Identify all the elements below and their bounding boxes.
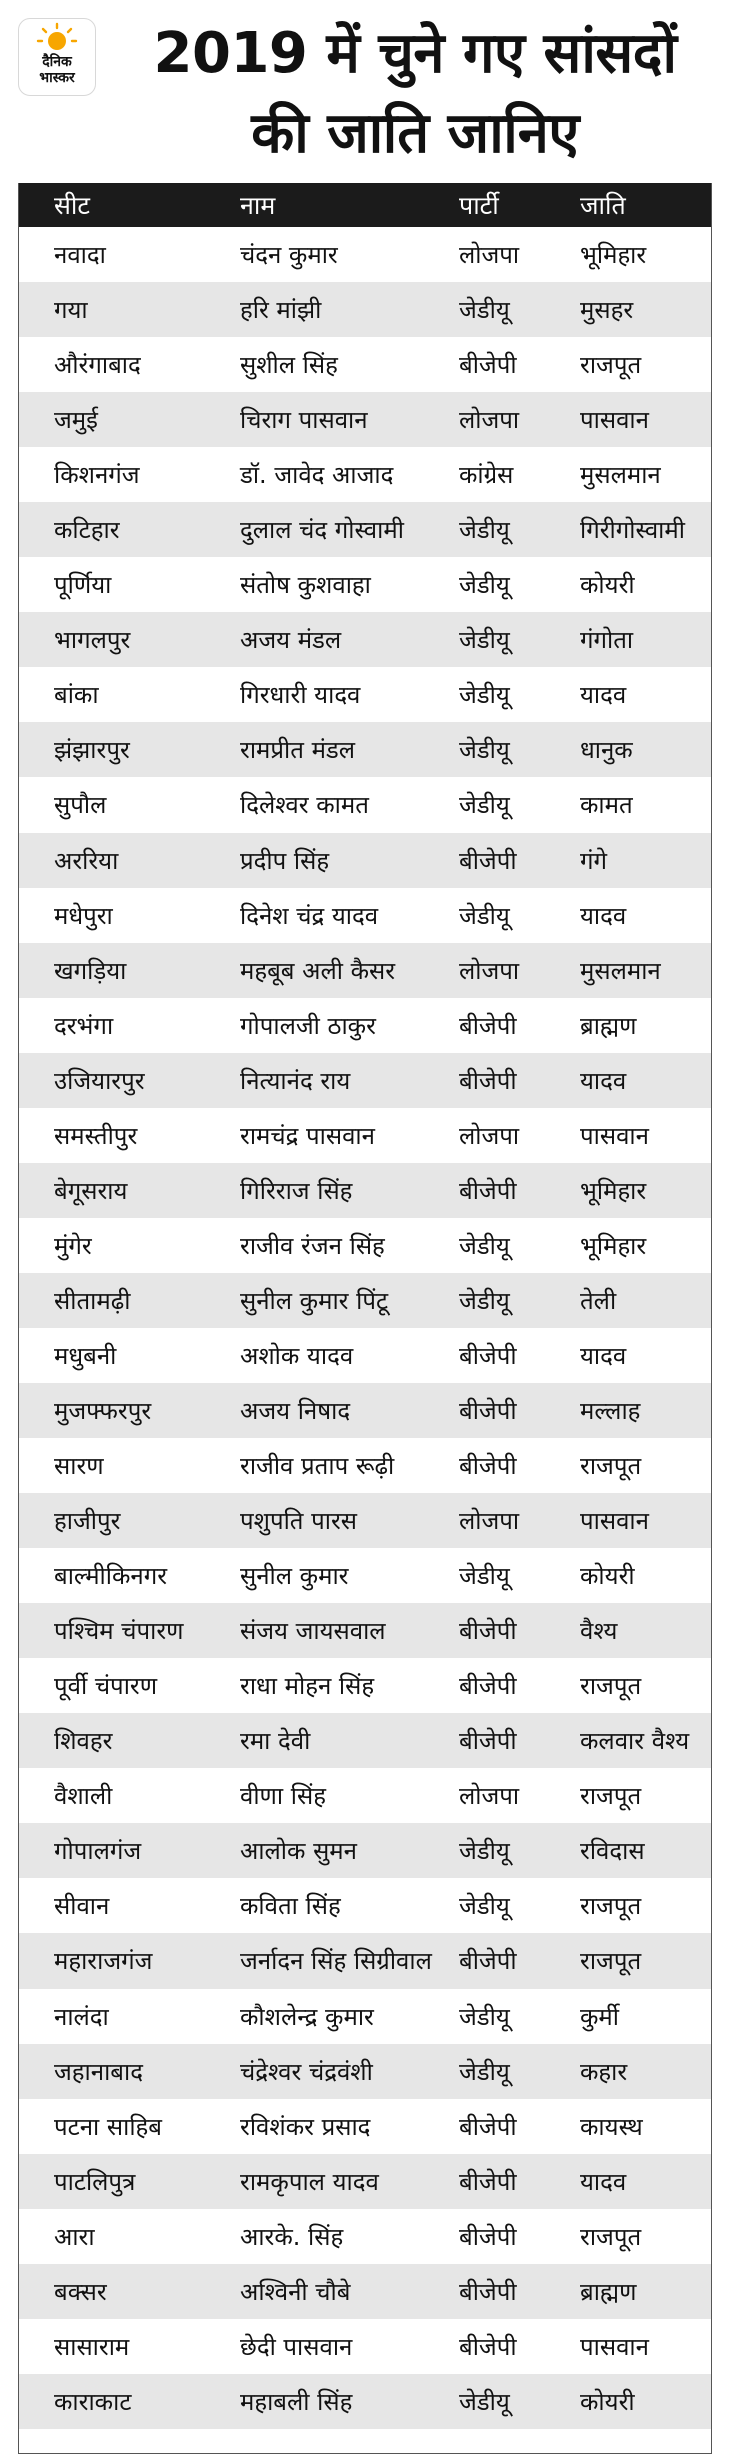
header-seat: सीट bbox=[54, 191, 90, 220]
cell-party: जेडीयू bbox=[459, 296, 510, 325]
cell-party: लोजपा bbox=[459, 406, 520, 435]
cell-name: छेदी पासवान bbox=[240, 2332, 353, 2361]
cell-seat: कटिहार bbox=[54, 516, 120, 545]
cell-caste: ब्राह्मण bbox=[580, 1011, 637, 1040]
cell-seat: सासाराम bbox=[54, 2332, 130, 2361]
cell-caste: यादव bbox=[580, 901, 627, 930]
cell-name: महबूब अली कैसर bbox=[240, 956, 396, 985]
cell-caste: यादव bbox=[580, 2167, 627, 2196]
cell-name: रमा देवी bbox=[240, 1727, 311, 1756]
page-title bbox=[110, 14, 720, 174]
cell-seat: नवादा bbox=[54, 241, 106, 270]
cell-caste: कोयरी bbox=[580, 571, 635, 600]
cell-caste: राजपूत bbox=[580, 2222, 642, 2251]
cell-party: जेडीयू bbox=[459, 2387, 510, 2416]
table-row bbox=[18, 1163, 712, 1218]
table-row bbox=[18, 392, 712, 447]
cell-seat: बक्सर bbox=[54, 2277, 107, 2306]
cell-name: रामचंद्र पासवान bbox=[240, 1121, 375, 1150]
cell-caste: भूमिहार bbox=[580, 1231, 647, 1260]
cell-caste: कायस्थ bbox=[580, 2112, 643, 2141]
cell-name: आरके. सिंह bbox=[240, 2222, 344, 2251]
table-row bbox=[18, 1218, 712, 1273]
cell-seat: सीतामढ़ी bbox=[54, 1286, 131, 1315]
cell-caste: कलवार वैश्य bbox=[580, 1727, 690, 1756]
cell-seat: दरभंगा bbox=[54, 1011, 114, 1040]
cell-name: वीणा सिंह bbox=[240, 1782, 326, 1811]
cell-caste: पासवान bbox=[580, 2332, 649, 2361]
table-row bbox=[18, 833, 712, 888]
cell-name: चंद्रेश्वर चंद्रवंशी bbox=[240, 2057, 373, 2086]
cell-party: लोजपा bbox=[459, 241, 520, 270]
cell-name: सुनील कुमार bbox=[240, 1562, 349, 1591]
table-row bbox=[18, 337, 712, 392]
cell-seat: जमुई bbox=[54, 406, 98, 435]
cell-party: बीजेपी bbox=[459, 1452, 517, 1481]
cell-seat: सारण bbox=[54, 1452, 104, 1481]
cell-name: कौशलेन्द्र कुमार bbox=[240, 2002, 374, 2031]
table-row bbox=[18, 2209, 712, 2264]
cell-seat: मधेपुरा bbox=[54, 901, 113, 930]
cell-party: बीजेपी bbox=[459, 2112, 517, 2141]
cell-caste: राजपूत bbox=[580, 1672, 642, 1701]
cell-caste: पासवान bbox=[580, 1507, 649, 1536]
cell-party: बीजेपी bbox=[459, 1176, 517, 1205]
cell-party: जेडीयू bbox=[459, 1562, 510, 1591]
cell-caste: यादव bbox=[580, 1341, 627, 1370]
table-row bbox=[18, 1823, 712, 1878]
cell-name: रामकृपाल यादव bbox=[240, 2167, 379, 2196]
cell-name: रामप्रीत मंडल bbox=[240, 736, 356, 765]
cell-seat: उजियारपुर bbox=[54, 1066, 145, 1095]
logo-text-line1: दैनिक bbox=[42, 54, 72, 70]
table-row bbox=[18, 2099, 712, 2154]
table-row bbox=[18, 2154, 712, 2209]
cell-name: नित्यानंद राय bbox=[240, 1066, 351, 1095]
table-row bbox=[18, 1383, 712, 1438]
cell-name: अश्विनी चौबे bbox=[240, 2277, 351, 2306]
cell-name: राजीव रंजन सिंह bbox=[240, 1231, 385, 1260]
table-row bbox=[18, 2319, 712, 2374]
cell-name: अजय निषाद bbox=[240, 1397, 351, 1425]
cell-party: जेडीयू bbox=[459, 681, 510, 710]
cell-party: जेडीयू bbox=[459, 516, 510, 545]
cell-party: जेडीयू bbox=[459, 626, 510, 655]
cell-party: जेडीयू bbox=[459, 901, 510, 930]
cell-caste: कुर्मी bbox=[580, 2002, 619, 2031]
cell-party: लोजपा bbox=[459, 1121, 520, 1150]
cell-seat: काराकाट bbox=[54, 2387, 132, 2416]
cell-party: जेडीयू bbox=[459, 1892, 510, 1921]
cell-party: लोजपा bbox=[459, 956, 520, 985]
cell-name: दिनेश चंद्र यादव bbox=[240, 901, 379, 930]
table-row bbox=[18, 1493, 712, 1548]
table-row bbox=[18, 888, 712, 943]
table-row bbox=[18, 722, 712, 777]
cell-caste: राजपूत bbox=[580, 351, 642, 380]
cell-party: लोजपा bbox=[459, 1782, 520, 1811]
cell-name: सुशील सिंह bbox=[240, 351, 338, 380]
cell-party: बीजेपी bbox=[459, 2222, 517, 2251]
cell-name: राधा मोहन सिंह bbox=[240, 1672, 375, 1701]
cell-name: गिरधारी यादव bbox=[240, 681, 361, 710]
cell-name: संतोष कुशवाहा bbox=[240, 571, 371, 600]
table-row bbox=[18, 502, 712, 557]
cell-name: अशोक यादव bbox=[240, 1341, 354, 1370]
cell-caste: वैश्य bbox=[580, 1617, 618, 1646]
cell-caste: कामत bbox=[580, 791, 633, 820]
header-caste: जाति bbox=[580, 191, 626, 220]
cell-name: कविता सिंह bbox=[240, 1892, 341, 1921]
cell-seat: पटना साहिब bbox=[54, 2112, 162, 2141]
cell-caste: यादव bbox=[580, 681, 627, 710]
table-row bbox=[18, 1273, 712, 1328]
cell-seat: जहानाबाद bbox=[54, 2057, 143, 2086]
cell-party: बीजेपी bbox=[459, 1341, 517, 1370]
table-row bbox=[18, 1989, 712, 2044]
cell-name: चंदन कुमार bbox=[240, 241, 338, 270]
table-row bbox=[18, 1658, 712, 1713]
table-row bbox=[18, 1438, 712, 1493]
cell-seat: गया bbox=[54, 296, 88, 325]
cell-party: जेडीयू bbox=[459, 1231, 510, 1260]
cell-name: अजय मंडल bbox=[240, 626, 342, 655]
table-row bbox=[18, 1878, 712, 1933]
cell-name: पशुपति पारस bbox=[240, 1507, 357, 1536]
cell-party: लोजपा bbox=[459, 1507, 520, 1536]
cell-seat: बेगूसराय bbox=[54, 1176, 128, 1205]
cell-caste: मुसलमान bbox=[580, 956, 661, 985]
table-row bbox=[18, 943, 712, 998]
cell-caste: गंगे bbox=[580, 846, 608, 875]
cell-seat: समस्तीपुर bbox=[54, 1121, 138, 1150]
logo-text-line2: भास्कर bbox=[39, 70, 75, 86]
cell-party: बीजेपी bbox=[459, 1727, 517, 1756]
cell-name: संजय जायसवाल bbox=[240, 1617, 386, 1646]
cell-seat: झंझारपुर bbox=[54, 736, 130, 765]
cell-seat: भागलपुर bbox=[54, 626, 131, 655]
table-row bbox=[18, 998, 712, 1053]
cell-seat: औरंगाबाद bbox=[54, 351, 141, 380]
table-row bbox=[18, 1108, 712, 1163]
table-row bbox=[18, 447, 712, 502]
cell-party: जेडीयू bbox=[459, 1286, 510, 1315]
cell-name: महाबली सिंह bbox=[240, 2387, 353, 2416]
cell-name: रविशंकर प्रसाद bbox=[240, 2112, 371, 2141]
cell-seat: मुंगेर bbox=[54, 1231, 92, 1260]
cell-caste: रविदास bbox=[580, 1837, 645, 1866]
cell-name: प्रदीप सिंह bbox=[240, 846, 330, 875]
cell-caste: गिरीगोस्वामी bbox=[580, 516, 685, 545]
cell-party: बीजेपी bbox=[459, 1672, 517, 1701]
cell-caste: राजपूत bbox=[580, 1782, 642, 1811]
table-header bbox=[18, 183, 712, 227]
cell-seat: पूर्णिया bbox=[54, 571, 112, 600]
cell-caste: राजपूत bbox=[580, 1947, 642, 1976]
cell-party: बीजेपी bbox=[459, 1947, 517, 1976]
mp-caste-table bbox=[18, 183, 712, 2429]
table-row bbox=[18, 2374, 712, 2429]
cell-name: दिलेश्वर कामत bbox=[240, 791, 369, 820]
cell-seat: पूर्वी चंपारण bbox=[54, 1672, 158, 1701]
table-row bbox=[18, 1603, 712, 1658]
table-row bbox=[18, 1328, 712, 1383]
table-row bbox=[18, 2264, 712, 2319]
cell-caste: मुसहर bbox=[580, 296, 634, 325]
cell-caste: भूमिहार bbox=[580, 241, 647, 270]
table-row bbox=[18, 667, 712, 722]
cell-party: बीजेपी bbox=[459, 1617, 517, 1646]
cell-party: बीजेपी bbox=[459, 351, 517, 380]
cell-seat: हाजीपुर bbox=[54, 1507, 121, 1536]
header-party: पार्टी bbox=[459, 191, 499, 220]
cell-seat: महाराजगंज bbox=[54, 1947, 153, 1976]
cell-seat: शिवहर bbox=[54, 1727, 113, 1756]
header-name: नाम bbox=[240, 191, 276, 220]
table-row bbox=[18, 777, 712, 832]
cell-party: बीजेपी bbox=[459, 846, 517, 875]
cell-caste: राजपूत bbox=[580, 1452, 642, 1481]
table-row bbox=[18, 2044, 712, 2099]
cell-seat: खगड़िया bbox=[54, 956, 127, 985]
cell-seat: गोपालगंज bbox=[54, 1837, 142, 1866]
cell-caste: मुसलमान bbox=[580, 461, 661, 490]
cell-name: हरि मांझी bbox=[240, 296, 322, 325]
cell-party: जेडीयू bbox=[459, 2002, 510, 2031]
cell-seat: आरा bbox=[54, 2222, 95, 2251]
table-row bbox=[18, 282, 712, 337]
cell-caste: गंगोता bbox=[580, 626, 634, 655]
cell-seat: पाटलिपुत्र bbox=[54, 2167, 136, 2196]
cell-caste: राजपूत bbox=[580, 1892, 642, 1921]
cell-name: दुलाल चंद गोस्वामी bbox=[240, 516, 404, 545]
table-row bbox=[18, 1053, 712, 1108]
title-line-2: की जाति जानिए bbox=[251, 101, 579, 166]
cell-name: आलोक सुमन bbox=[240, 1837, 357, 1866]
table-row bbox=[18, 557, 712, 612]
cell-caste: कोयरी bbox=[580, 2387, 635, 2416]
cell-party: कांग्रेस bbox=[459, 461, 514, 490]
cell-seat: अररिया bbox=[54, 846, 119, 875]
cell-party: जेडीयू bbox=[459, 736, 510, 765]
cell-seat: किशनगंज bbox=[54, 461, 140, 490]
cell-seat: बाल्मीकिनगर bbox=[54, 1562, 168, 1591]
cell-name: जर्नादन सिंह सिग्रीवाल bbox=[240, 1947, 432, 1976]
title-line-1: 2019 में चुने गए सांसदों bbox=[153, 21, 677, 86]
cell-name: डॉ. जावेद आजाद bbox=[240, 461, 394, 490]
cell-party: जेडीयू bbox=[459, 1837, 510, 1866]
cell-seat: नालंदा bbox=[54, 2002, 109, 2031]
cell-party: जेडीयू bbox=[459, 791, 510, 820]
cell-party: बीजेपी bbox=[459, 2167, 517, 2196]
table-row bbox=[18, 1548, 712, 1603]
cell-name: चिराग पासवान bbox=[240, 406, 368, 435]
cell-name: राजीव प्रताप रूढ़ी bbox=[240, 1452, 395, 1481]
cell-party: बीजेपी bbox=[459, 1066, 517, 1095]
table-row bbox=[18, 1933, 712, 1988]
cell-seat: सीवान bbox=[54, 1892, 110, 1921]
cell-party: बीजेपी bbox=[459, 1397, 517, 1425]
cell-seat: मुजफ्फरपुर bbox=[54, 1397, 152, 1425]
cell-caste: कोयरी bbox=[580, 1562, 635, 1591]
cell-caste: पासवान bbox=[580, 406, 649, 435]
cell-party: जेडीयू bbox=[459, 2057, 510, 2086]
cell-party: बीजेपी bbox=[459, 2332, 517, 2361]
cell-party: बीजेपी bbox=[459, 1011, 517, 1040]
cell-caste: ब्राह्मण bbox=[580, 2277, 637, 2306]
cell-caste: भूमिहार bbox=[580, 1176, 647, 1205]
table-row bbox=[18, 1713, 712, 1768]
cell-name: गिरिराज सिंह bbox=[240, 1176, 353, 1205]
table-row bbox=[18, 227, 712, 282]
cell-name: गोपालजी ठाकुर bbox=[240, 1011, 376, 1040]
dainik-bhaskar-logo bbox=[18, 18, 96, 96]
table-row bbox=[18, 612, 712, 667]
table-row bbox=[18, 1768, 712, 1823]
sun-logo-icon bbox=[19, 19, 95, 95]
cell-caste: पासवान bbox=[580, 1121, 649, 1150]
cell-caste: कहार bbox=[580, 2057, 628, 2086]
cell-caste: तेली bbox=[580, 1286, 617, 1315]
cell-caste: धानुक bbox=[580, 736, 633, 765]
cell-caste: मल्लाह bbox=[580, 1397, 641, 1425]
cell-seat: पश्चिम चंपारण bbox=[54, 1617, 184, 1646]
cell-seat: बांका bbox=[54, 681, 99, 710]
cell-seat: वैशाली bbox=[54, 1782, 113, 1811]
cell-seat: सुपौल bbox=[54, 791, 107, 820]
cell-party: बीजेपी bbox=[459, 2277, 517, 2306]
cell-party: जेडीयू bbox=[459, 571, 510, 600]
cell-caste: यादव bbox=[580, 1066, 627, 1095]
cell-name: सुनील कुमार पिंटू bbox=[240, 1286, 389, 1315]
table-body bbox=[18, 227, 712, 2429]
cell-seat: मधुबनी bbox=[54, 1341, 117, 1370]
